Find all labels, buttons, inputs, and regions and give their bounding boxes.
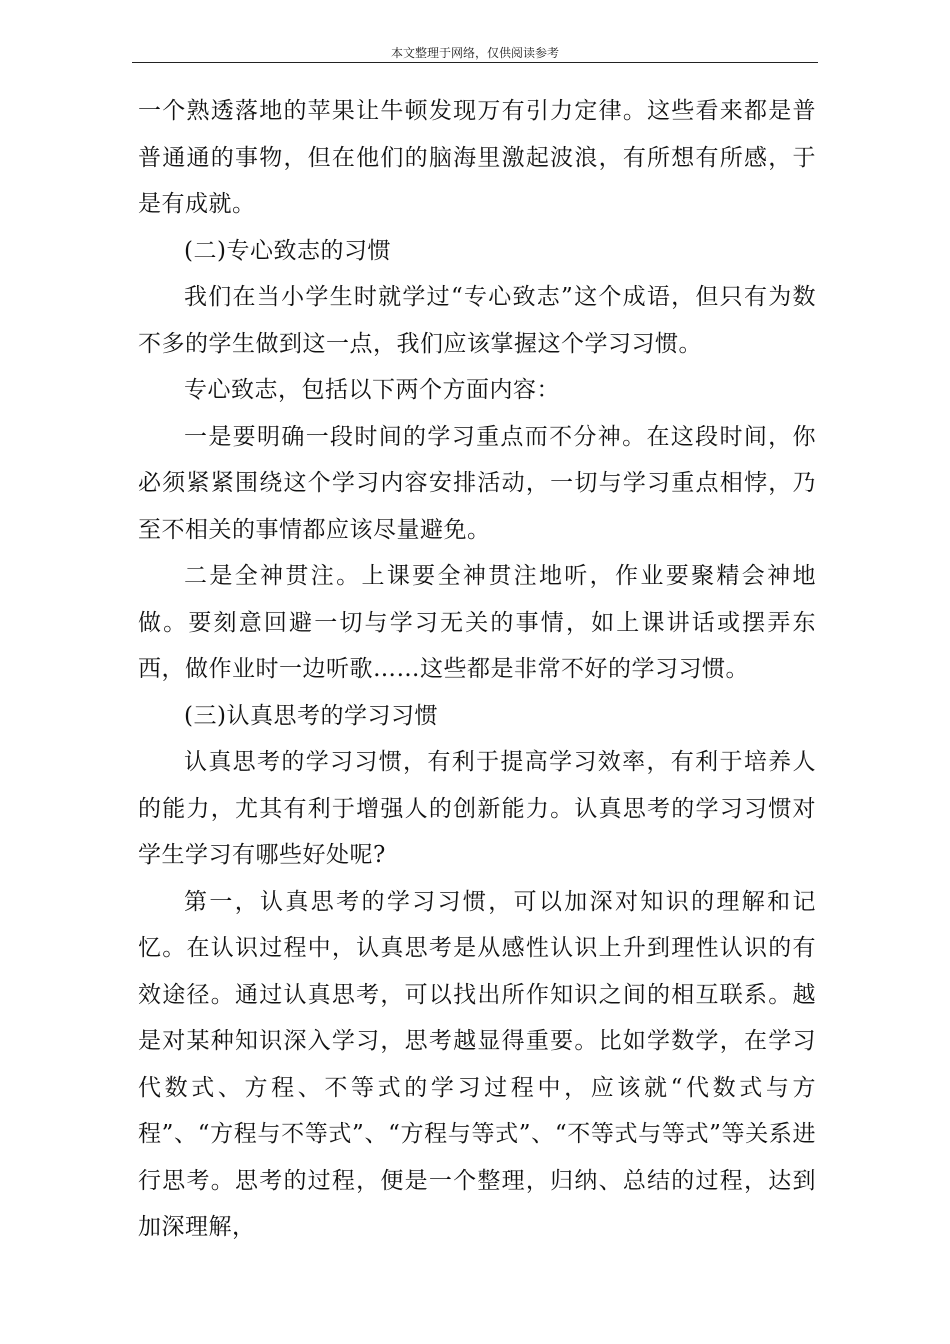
document-body xyxy=(138,88,816,1251)
paragraph-4: 专心致志，包括以下两个方面内容： xyxy=(184,377,560,403)
paragraph-5: 一是要明确一段时间的学习重点而不分神。在这段时间，你必须紧紧围绕这个学习内容安排活动，一切与学习重点相悖，乃至不相关的事情都应该尽量避免。 xyxy=(138,423,816,543)
header-text: 本文整理于网络，仅供阅读参考 xyxy=(390,46,559,60)
section-heading-2: (二)专心致志的习惯 xyxy=(184,237,391,264)
paragraph-8: 认真思考的学习习惯，有利于提高学习效率，有利于培养人的能力，尤其有利于增强人的创新能力。认真思考的学习习惯对学生学习有哪些好处呢? xyxy=(138,749,816,868)
page-header xyxy=(132,40,818,63)
paragraph-3: 我们在当小学生时就学过“专心致志”这个成语，但只有为数不多的学生做到这一点，我们应该掌握这个学习习惯。 xyxy=(138,284,816,357)
section-heading-3: (三)认真思考的学习习惯 xyxy=(184,702,438,729)
paragraph-9: 第一，认真思考的学习习惯，可以加深对知识的理解和记忆。在认识过程中，认真思考是从感性认识上升到理性认识的有效途径。通过认真思考，可以找出所作知识之间的相互联系。越是对某种知识深入学习，思考越显得重要。比如学数学，在学习代数式、方程、不等式的学习过程中，应该就“代数式与方程”、“方程与不等式”、“方程与等式”、“不等式与等式”等关系进行思考。思考的过程，便是一个整理，归纳、总结的过程，达到加深理解， xyxy=(138,888,816,1240)
paragraph-1: 一个熟透落地的苹果让牛顿发现万有引力定律。这些看来都是普普通通的事物，但在他们的脑海里激起波浪，有所想有所感，于是有成就。 xyxy=(138,98,816,217)
paragraph-6: 二是全神贯注。上课要全神贯注地听，作业要聚精会神地做。要刻意回避一切与学习无关的事情，如上课讲话或摆弄东西，做作业时一边听歌……这些都是非常不好的学习习惯。 xyxy=(138,563,816,682)
